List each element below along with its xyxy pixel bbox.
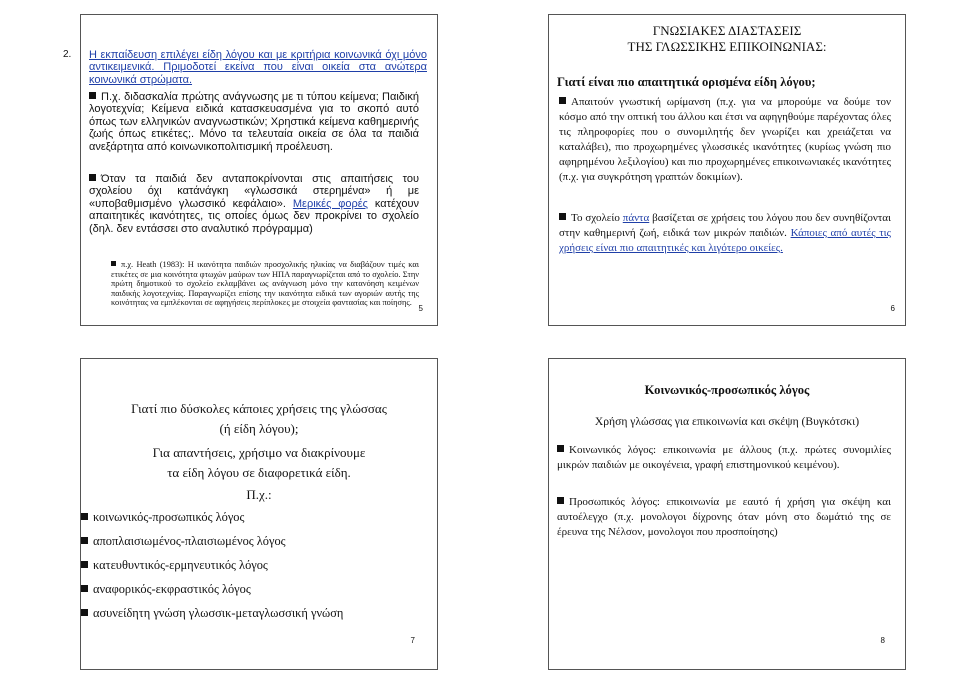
slide-5 (63, 14, 438, 326)
slide-subtitle: Γιατί είναι πιο απαιτητικά ορισμένα είδη λόγου; (557, 75, 816, 89)
bullet-icon (111, 261, 116, 266)
slide-title: Κοινωνικός-προσωπικός λόγος (644, 383, 810, 397)
bullet-icon (81, 609, 88, 616)
bullet-icon (81, 561, 88, 568)
paragraph-2: Το σχολείο πάντα βασίζεται σε χρήσεις του λόγου που δεν συνηθίζονται στην καθημερινή ζωή, ειδικά των μικρών παιδιών. Κάποιες από αυτές τις χρήσεις είναι πιο απαιτητικές και λιγότερο οικείες. (559, 212, 892, 254)
paragraph-1: Απαιτούν γνωστική ωρίμανση (π.χ. για να μπορούμε να δούμε τον κόσμο από την οπτική του άλλου και έτσι να αφηγηθούμε παρέχοντας όλες τις πληροφορίες που ο συνομιλητής δεν γνωρίζει και χρειάζεται να καταλάβει), πιο προχωρημένες γλωσσικές ικανότητες (κυρίως γνώση πιο αφηρημένου λεξιλογίου) και πιο προχωρημένες επικοινωνιακές ικανότητες (π.χ. για συγκρότηση γραπτών δοκιμίων). (559, 96, 891, 183)
slide-title: ΓΝΩΣΙΑΚΕΣ ΔΙΑΣΤΑΣΕΙΣ ΤΗΣ ΓΛΩΣΣΙΚΗΣ ΕΠΙΚΟΙΝΩΝΙΑΣ: (627, 23, 827, 54)
bullet-icon (81, 537, 88, 544)
paragraph-3: Όταν τα παιδιά δεν ανταποκρίνονται στις απαιτήσεις του σχολείου όχι κατάνάγκη «γλωσσικά στερημένα» ή με «υποβαθμισμένο γλωσσικό κεφάλαιο». Μερικές φορές κατέχουν απαιτητικές ικανότητες, τις οποίες όμως δεν προκρίνει το σχολείο (δηλ. δεν εντάσσει στο αναλυτικό πρόγραμμα) (89, 173, 419, 235)
paragraph-1: Η εκπαίδευση επιλέγει είδη λόγου και με κριτήρια κοινωνικά όχι μόνο αντικειμενικά. Πριμοδοτεί εκείνα που είναι οικεία στα ανώτερα κοινωνικά στρώματα. (89, 49, 427, 86)
list-number: 2. (63, 49, 72, 60)
intro-line-1: Για απαντήσεις, χρήσιμο να διακρίνουμε (152, 445, 366, 460)
slide-6 (548, 14, 906, 326)
bullet-icon (559, 97, 566, 104)
intro-line-2: τα είδη λόγου σε διαφορετικά είδη. (167, 465, 351, 480)
page-number: 5 (418, 304, 423, 313)
paragraph-2: Προσωπικός λόγος: επικοινωνία με εαυτό ή χρήση για σκέψη και αυτοέλεγχο (π.χ. μονολογοι δίχρονης όταν μόνη στο δωμάτιό της σε έρευνα της Νέλσον, μονολογοι που προσποίησης) (557, 496, 891, 539)
question-line-2: (ή είδη λόγου); (219, 421, 299, 436)
paragraph-2: Π.χ. διδασκαλία πρώτης ανάγνωσης με τι τύπου κείμενα; Παιδική λογοτεχνία; Κείμενα ειδικά κατασκευασμένα για το σκοπό αυτό όπως των ελληνικών αναγνωστικών; Χρηστικά κείμενα καθημερινής ζωής όπως ετικέτες;. Μόνο τα τελευταία οικεία σε όλα τα παιδιά ανεξάρτητα από κοινωνικοπολιτισμική προέλευση. (89, 91, 419, 153)
slide-subtitle: Χρήση γλώσσας για επικοινωνία και σκέψη (Βυγκότσκι) (594, 415, 860, 428)
page-number: 6 (890, 304, 895, 313)
example-label: Π.χ.: (246, 487, 272, 502)
list-item: κοινωνικός-προσωπικός λόγος (81, 509, 244, 525)
list-item: ασυνείδητη γνώση γλωσσικ-μεταγλωσσική γνώση (81, 605, 343, 621)
page-number: 8 (880, 636, 885, 645)
bullet-icon (89, 92, 96, 99)
bullet-icon (559, 213, 566, 220)
question-line-1: Γιατί πιο δύσκολες κάποιες χρήσεις της γλώσσας (131, 401, 387, 416)
sub-paragraph: π.χ. Heath (1983): Η ικανότητα παιδιών προσχολικής ηλικίας να διαβάζουν τιμές και ετικέτες σε μια κοινότητα φτωχών μαύρων των ΗΠΑ παραγνωρίζεται από το σχολείο. Στην πρώτη δημοτικού το σχολείο εκλαμβάνει ως ανάγνωση μόνο την κατανόηση κειμένων παιδικής λογοτεχνίας. Παραγνωρίζει επίσης την ικανότητα ειδικά των αγοριών αυτής της κοινότητας να εμπλέκονται σε αφηγήσεις περίπλοκες με στοιχεία φαντασίας και ποίησης. (111, 260, 419, 308)
bullet-icon (89, 174, 96, 181)
paragraph-1: Κοινωνικός λόγος: επικοινωνία με άλλους (π.χ. πρώτες συνομιλίες μικρών παιδιών με οικογένεια, γραφή επιστημονικού κειμένου). (557, 444, 891, 472)
slide-8 (548, 358, 906, 670)
list-item: κατευθυντικός-ερμηνευτικός λόγος (81, 557, 268, 573)
list-item: αποπλαισιωμένος-πλαισιωμένος λόγος (81, 533, 286, 549)
bullet-icon (81, 513, 88, 520)
bullet-icon (557, 445, 564, 452)
slide-7 (80, 358, 438, 670)
list-item: αναφορικός-εκφραστικός λόγος (81, 581, 251, 597)
page-number: 7 (410, 636, 415, 645)
bullet-icon (81, 585, 88, 592)
bullet-icon (557, 497, 564, 504)
